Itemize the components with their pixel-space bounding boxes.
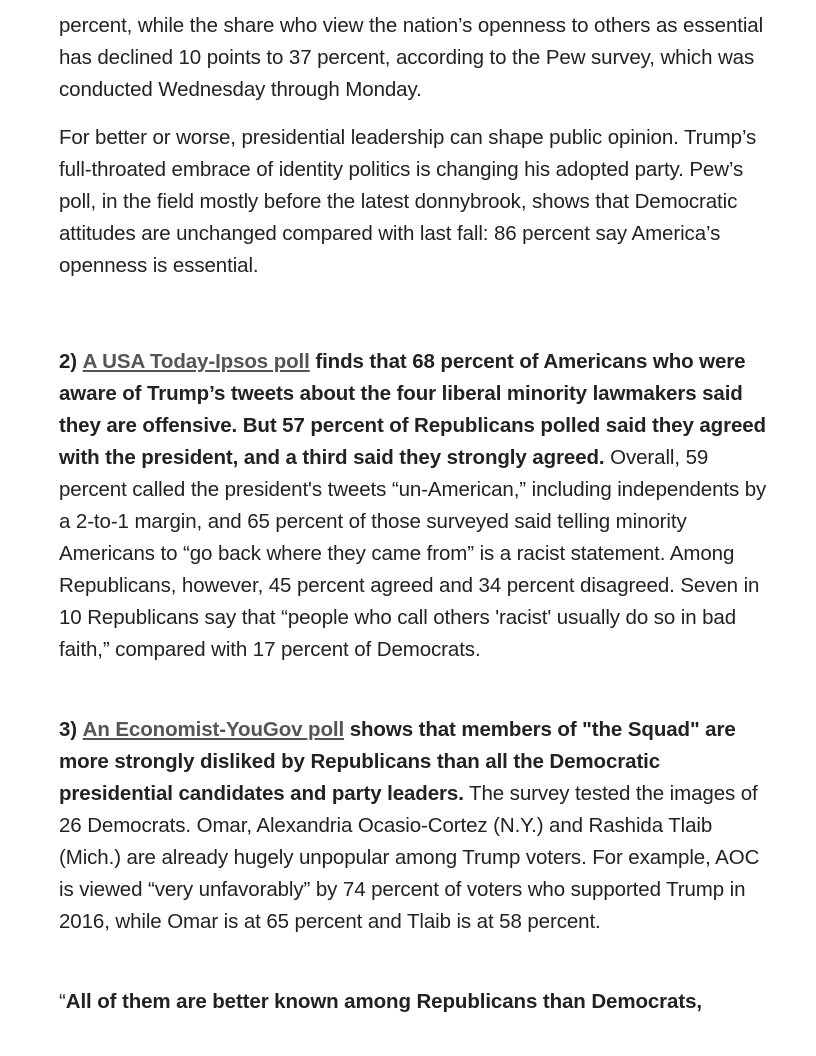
bold-quote: All of them are better known among Republicans than Democrats, [65, 990, 702, 1013]
paragraph-presidential-leadership [59, 122, 771, 282]
paragraph-quote [59, 986, 771, 1018]
item-number: 3) [59, 718, 78, 741]
paragraph-text: Overall, 59 percent called the president's tweets “un-American,” including independents by a 2-to-1 margin, and 65 percent of those surveyed said telling minority Americans to “go back where they came from” is a racist statement. Among Republicans, however, 45 percent agreed and 34 percent disagreed. Seven in 10 Republicans say that “people who call others 'racist' usually do so in bad faith,” compared with 17 percent of Democrats. [59, 446, 767, 661]
paragraph-text: For better or worse, presidential leadership can shape public opinion. Trump’s full-throated embrace of identity politics is changing his adopted party. Pew’s poll, in the field mostly before the latest donnybrook, shows that Democratic attitudes are unchanged compared with last fall: 86 percent say America’s openness is essential. [59, 126, 757, 277]
paragraph-economist-yougov [59, 714, 771, 938]
paragraph-text: percent, while the share who view the nation’s openness to others as essential has declined 10 points to 37 percent, according to the Pew survey, which was conducted Wednesday through Monday. [59, 14, 764, 101]
item-number: 2) [59, 350, 78, 373]
paragraph-text: The survey tested the images of 26 Democrats. Omar, Alexandria Ocasio-Cortez (N.Y.) and Rashida Tlaib (Mich.) are already hugely unpopular among Trump voters. For example, AOC is viewed “very unfavorably” by 74 percent of voters who supported Trump in 2016, while Omar is at 65 percent and Tlaib is at 58 percent. [59, 782, 760, 933]
bold-summary: finds that 68 percent of Americans who were aware of Trump’s tweets about the four liberal minority lawmakers said they are offensive. But 57 percent of Republicans polled said they agreed with the president, and a third said they strongly agreed. [59, 350, 766, 469]
usa-today-ipsos-poll-link[interactable]: A USA Today-Ipsos poll [82, 350, 310, 373]
paragraph-usa-today-ipsos [59, 346, 771, 666]
economist-yougov-poll-link[interactable]: An Economist-YouGov poll [82, 718, 345, 741]
open-quote: “ [59, 990, 66, 1013]
bold-summary: shows that members of "the Squad" are more strongly disliked by Republicans than all the Democratic presidential candidates and party leaders. [59, 718, 736, 805]
paragraph-pew-survey [59, 10, 771, 106]
